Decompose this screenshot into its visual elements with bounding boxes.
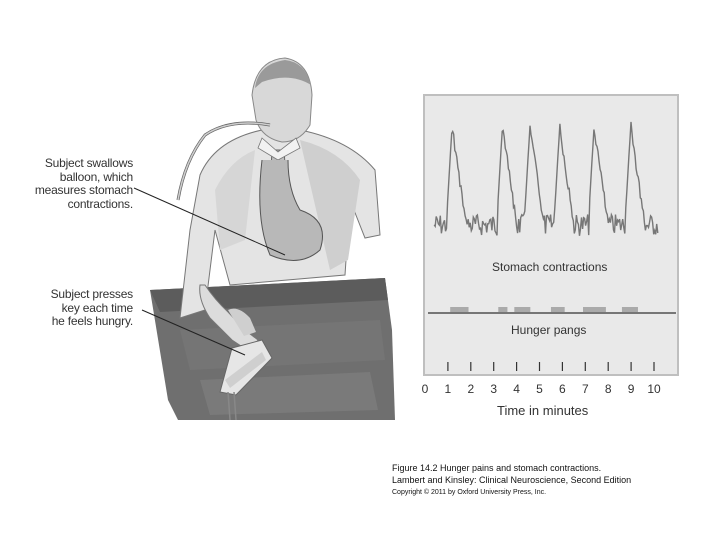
hunger-pang-mark (551, 307, 565, 312)
hunger-pang-mark (450, 307, 468, 312)
tick-label: 10 (647, 382, 661, 396)
balloon-callout-line: Subject swallows (44, 156, 133, 170)
tick-label: 9 (627, 382, 635, 396)
tick-label: 2 (467, 382, 475, 396)
balloon-callout-line: measures stomach (34, 183, 133, 197)
balloon-callout-line: balloon, which (59, 169, 133, 184)
tick-label: 3 (490, 382, 498, 396)
balloon-callout-line: contractions. (67, 196, 133, 211)
hunger-pang-mark (583, 307, 606, 312)
hunger-pang-mark (622, 307, 638, 312)
key-callout-line: he feels hungry. (51, 314, 133, 328)
caption-source: Lambert and Kinsley: Clinical Neuroscience, Second Edition (392, 475, 632, 485)
stomach-contractions-label: Stomach contractions (492, 260, 608, 274)
hunger-pang-mark (514, 307, 530, 312)
caption-title: Figure 14.2 Hunger pains and stomach contractions. (392, 463, 602, 473)
key-callout (20, 288, 133, 329)
tick-label: 5 (536, 382, 543, 396)
tick-label: 0 (421, 382, 429, 396)
hunger-pang-mark (498, 307, 507, 312)
key-callout-line: Subject presses (50, 287, 133, 301)
tick-label: 7 (581, 382, 589, 396)
caption-copyright: Copyright © 2011 by Oxford University Press, Inc. (392, 489, 547, 496)
tick-label: 4 (513, 382, 520, 396)
axis-label: Time in minutes (497, 403, 589, 418)
figure-caption (392, 462, 631, 500)
hunger-pangs-label: Hunger pangs (511, 323, 587, 337)
key-callout-line: key each time (61, 300, 133, 315)
tick-label: 8 (604, 382, 612, 396)
balloon-callout (20, 157, 133, 211)
tick-label: 1 (444, 382, 452, 396)
tick-label: 6 (559, 382, 566, 396)
